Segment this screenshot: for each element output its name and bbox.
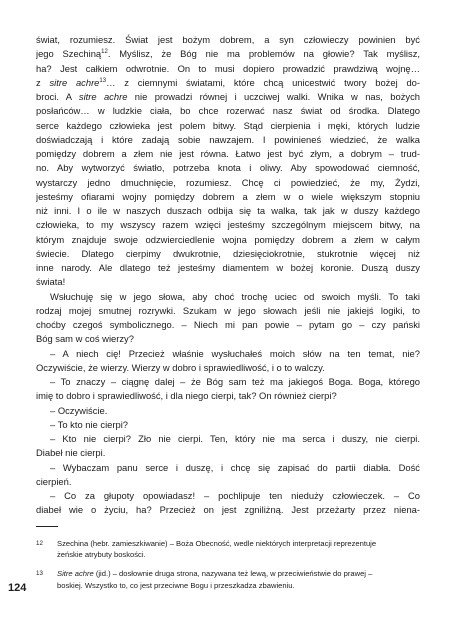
text-line — [36, 247, 420, 261]
text-line — [36, 461, 420, 475]
text-line — [36, 332, 420, 346]
text-line — [36, 233, 420, 247]
text-run: Diabeł nie cierpi. — [36, 447, 106, 459]
text-run: inne narody. Ale dlatego też jesteśmy diamentem w bożej koronie. Duszą duszy — [36, 262, 420, 273]
text-run: świecie. Dlatego cierpimy dwukrotnie, dziesięciokrotnie, stukrotnie więcej niż — [36, 247, 420, 259]
footnote — [36, 568, 420, 590]
text-run: z — [36, 76, 50, 88]
text-line — [36, 204, 420, 218]
text-run: świat, rozumiesz. Świat jest bożym dobrem, a syn człowieczy powinien być — [36, 34, 420, 45]
text-line — [36, 446, 420, 460]
text-line — [36, 347, 420, 361]
text-run: serce każdego człowieka jest polem bitwy. Stąd cierpienia i męki, których ludzie — [36, 119, 420, 131]
footnote-reference: 12 — [101, 49, 108, 56]
text-line — [36, 90, 420, 104]
footnote-line — [57, 549, 420, 560]
text-line — [36, 361, 420, 375]
footnotes — [36, 538, 420, 599]
text-run: Szechina (hebr. zamieszkiwanie) – Boża Obecność, wedle niektórych interpretacji reprezentuje — [57, 539, 377, 548]
text-line — [36, 133, 420, 147]
text-run: . Myślisz, że Bóg nie ma problemów na głowie? Tak myślisz, — [107, 48, 420, 60]
text-line — [36, 489, 420, 503]
footnote — [36, 538, 420, 560]
text-run: Bóg sam w coś wierzy? — [36, 333, 134, 345]
text-run: (jid.) – dosłownie druga strona, nazywana też lewą, w przeciwieństwie do prawej – — [93, 569, 373, 579]
text-line — [36, 375, 420, 389]
text-run: boskiej. Wszystko to, co jest przeciwne Bogu i przeszkadza zbawieniu. — [57, 580, 295, 590]
text-run: żeńskie atrybuty boskości. — [57, 550, 146, 560]
footnote-separator — [36, 526, 58, 527]
text-run: jesteśmy ofiarami wojny pomiędzy dobrem a złem w o wiele większym stopniu — [36, 190, 420, 202]
text-line — [36, 404, 420, 418]
text-line — [36, 119, 420, 133]
text-run: – Kto nie cierpi? Zło nie cierpi. Ten, który nie ma serca i duszy, nie cierpi. — [50, 433, 420, 444]
text-line — [36, 76, 420, 90]
text-run: no. Aby wytworzyć światło, potrzeba knota i oliwy. Aby spowodować ciemność, — [36, 162, 420, 174]
text-line — [36, 104, 420, 118]
text-run: pomiędzy dobrem a złem nie jest równa. Łatwo jest być złym, a dobrym – trud- — [36, 148, 420, 159]
text-run: – Oczywiście. — [50, 404, 108, 416]
page-number: 124 — [8, 582, 27, 594]
italic-term: sitre achre — [78, 91, 128, 102]
text-run: – Wybaczam panu serce i duszę, i chcę się zapisać do partii diabła. Dość — [50, 461, 420, 473]
text-run: Wsłuchuję się w jego słowa, aby choć trochę uciec od swoich myśli. To taki — [50, 290, 420, 302]
text-run: – A niech cię! Przecież właśnie wysłuchałeś moich słów na ten temat, nie? — [50, 347, 420, 359]
text-line — [36, 161, 420, 175]
text-line — [36, 318, 420, 332]
text-run: którym znajduje swoje odzwierciedlenie wojna pomiędzy dobrem a złem w całym — [36, 233, 420, 245]
body-text — [36, 33, 420, 518]
text-line — [36, 190, 420, 204]
text-run: – Co za głupoty opowiadasz! – pochlipuje ten nieduży człowieczek. – Co — [50, 490, 420, 501]
text-line — [36, 33, 420, 47]
text-run: Oczywiście, że wierzy. Wierzy w dobro i sprawiedliwość, i o to walczy. — [36, 361, 325, 373]
text-line — [36, 218, 420, 232]
text-run: – To kto nie cierpi? — [50, 418, 128, 430]
text-run: broci. A — [36, 91, 79, 102]
text-run: cierpień. — [36, 475, 72, 487]
text-run: diabeł wie o życiu, ha? Przecież on jest zgniliżną. Jest przeżarty przez niena- — [36, 504, 420, 516]
footnote-line — [57, 538, 420, 549]
footnote-line — [57, 568, 420, 579]
text-run: posłańców… w ludzkie ciała, bo chce rozerwać nasz świat od środka. Dlatego — [36, 105, 420, 117]
text-line — [36, 475, 420, 489]
text-line — [36, 176, 420, 190]
text-line — [36, 261, 420, 275]
text-run: nie prowadzi równej i uczciwej walki. Wnika w nas, bożych — [127, 91, 420, 102]
text-run: niż inni. I o ile w naszych duszach odbija się ta walka, tak jak w duszy każdego — [36, 205, 420, 216]
text-line — [36, 304, 420, 318]
text-line — [36, 389, 420, 403]
text-line — [36, 62, 420, 76]
text-line — [36, 418, 420, 432]
footnote-number: 13 — [36, 570, 43, 578]
italic-term: sitre achre — [49, 76, 100, 88]
text-run: doświadczają i które zadają sobie nawzajem. I powinieneś wiedzieć, że walka — [36, 133, 420, 145]
text-line — [36, 503, 420, 517]
footnote-line — [57, 580, 420, 591]
text-run: człowieka, to my wszyscy razem wzięci jesteśmy szczególnym miejscem bitwy, na — [36, 219, 420, 231]
text-run: choćby czegoś symbolicznego. – Niech mi pan powie – pytam go – czy pański — [36, 319, 420, 330]
text-run: świata! — [36, 276, 66, 288]
text-line — [36, 290, 420, 304]
text-line — [36, 47, 420, 61]
text-run: imię to dobro i sprawiedliwość, i dla niego cierpi, tak? On również cierpi? — [36, 390, 337, 402]
text-run: … z ciemnymi światami, które chcą unicestwić twory bożej do- — [106, 76, 420, 88]
italic-term: Sitre achre — [57, 569, 94, 579]
text-run: rodzaj mojej smutnej rozrywki. Szukam w jego słowach jeśli nie jakiejś logiki, to — [36, 304, 420, 316]
text-line — [36, 275, 420, 289]
text-run: wystarczy jedno dmuchnięcie, rozumiesz. Chcę ci powiedzieć, że my, Żydzi, — [36, 176, 420, 188]
text-run: ha? Jest całkiem odwrotnie. On to musi dopiero prowadzić prawdziwą wojnę… — [36, 62, 420, 74]
text-line — [36, 147, 420, 161]
footnote-reference: 13 — [99, 77, 107, 84]
text-run: – To znaczy – ciągnę dalej – że Bóg sam też ma jakiegoś Boga. Boga, którego — [50, 376, 420, 387]
text-run: jego Szechiną — [36, 48, 102, 60]
footnote-number: 12 — [36, 540, 43, 547]
text-line — [36, 432, 420, 446]
